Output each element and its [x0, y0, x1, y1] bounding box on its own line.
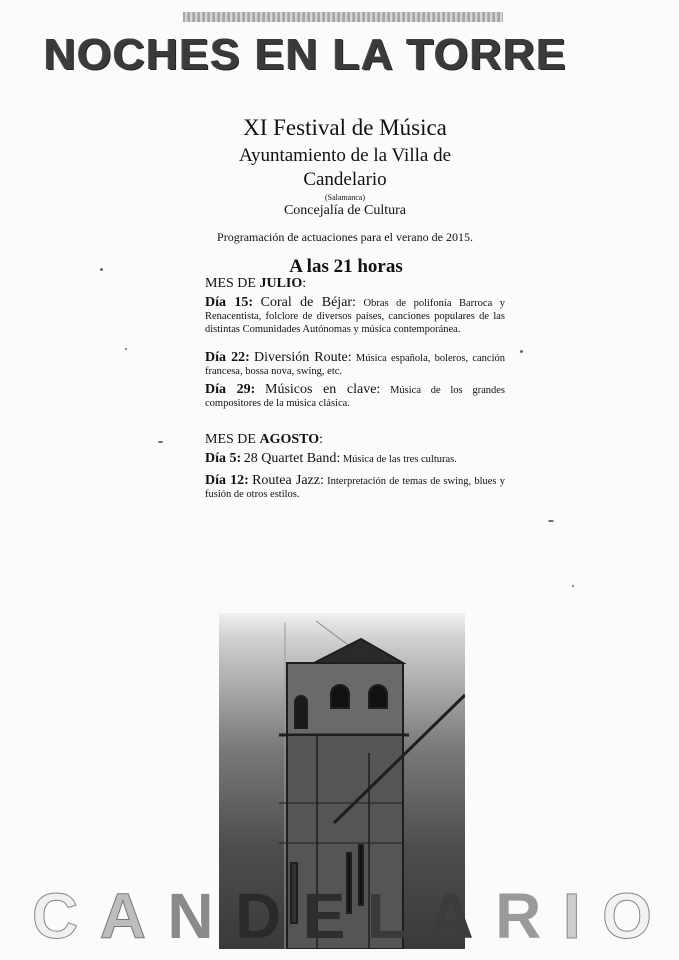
- banner-letter: I: [562, 880, 581, 952]
- banner-letter: A: [99, 880, 146, 952]
- banner-letter: L: [366, 880, 406, 952]
- top-scan-strip: [183, 12, 503, 22]
- event-description: Interpretación de temas de swing, blues y fusión de otros estilos.: [205, 476, 506, 500]
- event-entry: [205, 351, 505, 378]
- scan-speck: [572, 585, 574, 587]
- month-heading-july: MES DE JULIO:: [205, 276, 307, 291]
- banner-letter: E: [302, 880, 346, 952]
- event-description: Obras de polifonía Barroca y Renacentista, folclore de diversos países, canciones populares de las distintas Comunidades Autónomas y música contemporánea.: [205, 298, 506, 335]
- banner-letter: N: [167, 880, 214, 952]
- event-performer: Diversión Route:: [254, 350, 352, 365]
- banner-letter: O: [602, 880, 652, 952]
- event-entry: [205, 474, 505, 501]
- ayuntamiento-line: Ayuntamiento de la Villa de: [238, 145, 452, 166]
- event-day: Día 12:: [205, 473, 249, 488]
- event-entry: [205, 452, 505, 466]
- scan-speck: [548, 520, 554, 522]
- event-description: Música española, boleros, canción francesa, bossa nova, swing, etc.: [205, 353, 506, 377]
- village-name: Candelario: [303, 169, 387, 190]
- banner-letter: C: [32, 880, 79, 952]
- event-performer: 28 Quartet Band:: [243, 451, 341, 466]
- event-day: Día 22:: [205, 350, 250, 365]
- village-banner: [32, 876, 652, 956]
- province-label: (Salamanca): [325, 193, 365, 202]
- scan-speck: [100, 268, 103, 271]
- banner-letter: D: [235, 880, 282, 952]
- event-performer: Routea Jazz:: [252, 473, 324, 488]
- month-heading-august: MES DE AGOSTO:: [205, 432, 323, 447]
- event-day: Día 5:: [205, 451, 242, 466]
- festival-name: XI Festival de Música: [243, 115, 447, 140]
- scan-speck: [520, 350, 523, 353]
- event-performer: Coral de Béjar:: [260, 295, 356, 310]
- scan-speck: [158, 441, 163, 443]
- event-day: Día 29:: [205, 382, 256, 397]
- event-entry: [205, 296, 505, 336]
- banner-letter: R: [495, 880, 542, 952]
- banner-letter: A: [427, 880, 474, 952]
- event-description: Música de los grandes compositores de la música clásica.: [205, 385, 505, 409]
- start-time: A las 21 horas: [289, 256, 403, 277]
- department-label: Concejalía de Cultura: [283, 203, 407, 218]
- scan-speck: [125, 348, 127, 350]
- event-description: Música de las tres culturas.: [342, 454, 457, 465]
- event-entry: [205, 383, 505, 410]
- programme-intro: Programación de actuaciones para el verano de 2015.: [217, 230, 473, 244]
- event-day: Día 15:: [205, 295, 254, 310]
- poster-title: NOCHES EN LA TORRE: [44, 30, 568, 79]
- event-performer: Músicos en clave:: [265, 382, 381, 397]
